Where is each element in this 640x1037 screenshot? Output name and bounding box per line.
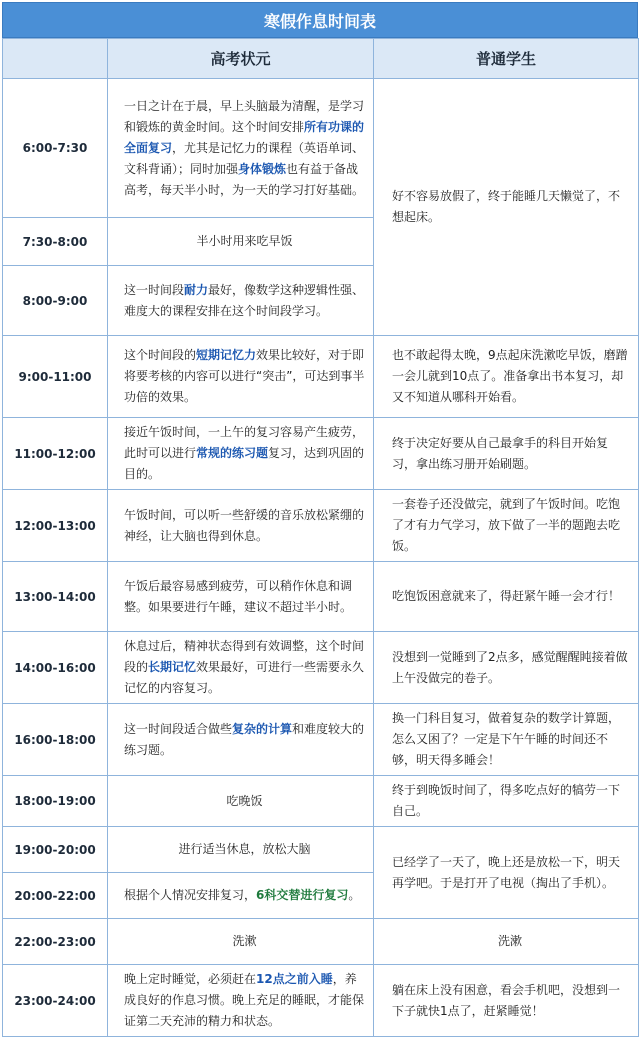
top-scorer-cell	[108, 704, 374, 776]
schedule-table	[2, 38, 639, 1037]
header-top-scorer: 高考状元	[108, 39, 374, 79]
time-cell: 22:00-23:00	[3, 919, 108, 965]
table-row	[3, 562, 639, 632]
table-row	[3, 632, 639, 704]
time-cell: 13:00-14:00	[3, 562, 108, 632]
text-segment: 半小时用来吃早饭	[196, 234, 293, 248]
highlight-text: 短期记忆力	[196, 348, 257, 362]
text-segment: 。	[348, 888, 361, 902]
text-segment: 晚上定时睡觉，必须赶在	[124, 972, 257, 986]
header-ordinary-student: 普通学生	[374, 39, 639, 79]
time-cell: 16:00-18:00	[3, 704, 108, 776]
highlight-text: 12点之前入睡	[256, 972, 333, 986]
time-cell: 11:00-12:00	[3, 418, 108, 490]
text-segment: 洗漱	[232, 934, 257, 948]
table-row	[3, 336, 639, 418]
table-row	[3, 704, 639, 776]
top-scorer-cell	[108, 79, 374, 218]
text-segment: 进行适当休息，放松大脑	[178, 842, 311, 856]
top-scorer-cell	[108, 776, 374, 827]
top-scorer-cell	[108, 562, 374, 632]
text-segment: 效果最好，可进行一些需要永久记忆的内容复习。	[124, 660, 365, 695]
highlight-text: 耐力	[184, 282, 209, 297]
top-scorer-cell	[108, 919, 374, 965]
text-segment: 这一时间段	[124, 282, 185, 297]
text-segment: 午饭后最容易感到疲劳，可以稍作休息和调整。如果要进行午睡，建议不超过半小时。	[124, 578, 353, 614]
text-segment: 一日之计在于晨，早上头脑最为清醒，是学习和锻炼的黄金时间。这个时间安排	[124, 98, 365, 134]
highlight-text: 复杂的计算	[232, 721, 293, 736]
ordinary-student-cell: 没想到一觉睡到了2点多，感觉醒醒盹接着做上午没做完的卷子。	[374, 632, 639, 704]
table-row	[3, 418, 639, 490]
text-segment: 最好，像数学这种逻辑性强、难度大的课程安排在这个时间段学习。	[124, 282, 365, 318]
text-segment: ，养成良好的作息习惯。晚上充足的睡眠，才能保证第二天充沛的精力和状态。	[124, 972, 365, 1028]
ordinary-student-cell: 已经学了一天了，晚上还是放松一下，明天再学吧。于是打开了电视（掏出了手机）。	[374, 827, 639, 919]
time-cell: 14:00-16:00	[3, 632, 108, 704]
top-scorer-cell	[108, 418, 374, 490]
table-row	[3, 919, 639, 965]
text-segment: ，尤其是记忆力的课程（英语单词、文科背诵）；同时加强	[124, 140, 365, 176]
ordinary-student-cell: 好不容易放假了，终于能睡几天懒觉了，不想起床。	[374, 79, 639, 336]
table-row	[3, 776, 639, 827]
table-row	[3, 827, 639, 873]
table-row	[3, 490, 639, 562]
text-segment: 和难度较大的练习题。	[124, 721, 365, 757]
top-scorer-cell	[108, 827, 374, 873]
highlight-text: 常规的练习题	[196, 446, 269, 460]
ordinary-student-cell: 换一门科目复习，做着复杂的数学计算题，怎么又困了？一定是下午午睡的时间还不够，明天得多睡会！	[374, 704, 639, 776]
table-row	[3, 965, 639, 1037]
top-scorer-cell	[108, 218, 374, 266]
highlight-text: 身体锻炼	[238, 161, 287, 176]
time-cell: 12:00-13:00	[3, 490, 108, 562]
time-cell: 23:00-24:00	[3, 965, 108, 1037]
time-cell: 8:00-9:00	[3, 266, 108, 336]
text-segment: 休息过后，精神状态得到有效调整，这个时间段的	[124, 639, 365, 674]
ordinary-student-cell: 洗漱	[374, 919, 639, 965]
ordinary-student-cell: 终于决定好要从自己最拿手的科目开始复习，拿出练习册开始刷题。	[374, 418, 639, 490]
top-scorer-cell	[108, 632, 374, 704]
ordinary-student-cell: 终于到晚饭时间了，得多吃点好的犒劳一下自己。	[374, 776, 639, 827]
time-cell: 20:00-22:00	[3, 873, 108, 919]
table-title: 寒假作息时间表	[2, 2, 638, 38]
time-cell: 6:00-7:30	[3, 79, 108, 218]
text-segment: 根据个人情况安排复习，	[124, 888, 257, 902]
time-cell: 18:00-19:00	[3, 776, 108, 827]
highlight-text: 所有功课的全面复习	[124, 119, 365, 155]
text-segment: 复习，达到巩固的目的。	[124, 446, 365, 481]
text-segment: 接近午饭时间，一上午的复习容易产生疲劳，此时可以进行	[124, 425, 365, 460]
time-cell: 19:00-20:00	[3, 827, 108, 873]
text-segment: 午饭时间，可以听一些舒缓的音乐放松紧绷的神经，让大脑也得到休息。	[124, 507, 365, 543]
time-cell: 7:30-8:00	[3, 218, 108, 266]
top-scorer-cell	[108, 336, 374, 418]
table-row	[3, 79, 639, 218]
top-scorer-cell	[108, 266, 374, 336]
top-scorer-cell	[108, 490, 374, 562]
top-scorer-cell	[108, 965, 374, 1037]
ordinary-student-cell: 一套卷子还没做完，就到了午饭时间。吃饱了才有力气学习，放下做了一半的题跑去吃饭。	[374, 490, 639, 562]
header-time	[3, 39, 108, 79]
ordinary-student-cell: 吃饱饭困意就来了，得赶紧午睡一会才行！	[374, 562, 639, 632]
text-segment: 这个时间段的	[124, 348, 197, 362]
text-segment: 这一时间段适合做些	[124, 721, 233, 736]
ordinary-student-cell: 也不敢起得太晚，9点起床洗漱吃早饭，磨蹭一会儿就到10点了。准备拿出书本复习，却又不知道从哪科开始看。	[374, 336, 639, 418]
text-segment: 也有益于备战高考，每天半小时，为一天的学习打好基础。	[124, 161, 365, 197]
highlight-text: 6科交替进行复习	[256, 888, 349, 902]
text-segment: 吃晚饭	[226, 793, 263, 808]
time-cell: 9:00-11:00	[3, 336, 108, 418]
highlight-text: 长期记忆	[148, 660, 197, 674]
ordinary-student-cell: 躺在床上没有困意，看会手机吧，没想到一下子就快1点了，赶紧睡觉！	[374, 965, 639, 1037]
header-row	[3, 39, 639, 79]
top-scorer-cell	[108, 873, 374, 919]
text-segment: 效果比较好，对于即将要考核的内容可以进行“突击”，可达到事半功倍的效果。	[124, 348, 365, 404]
